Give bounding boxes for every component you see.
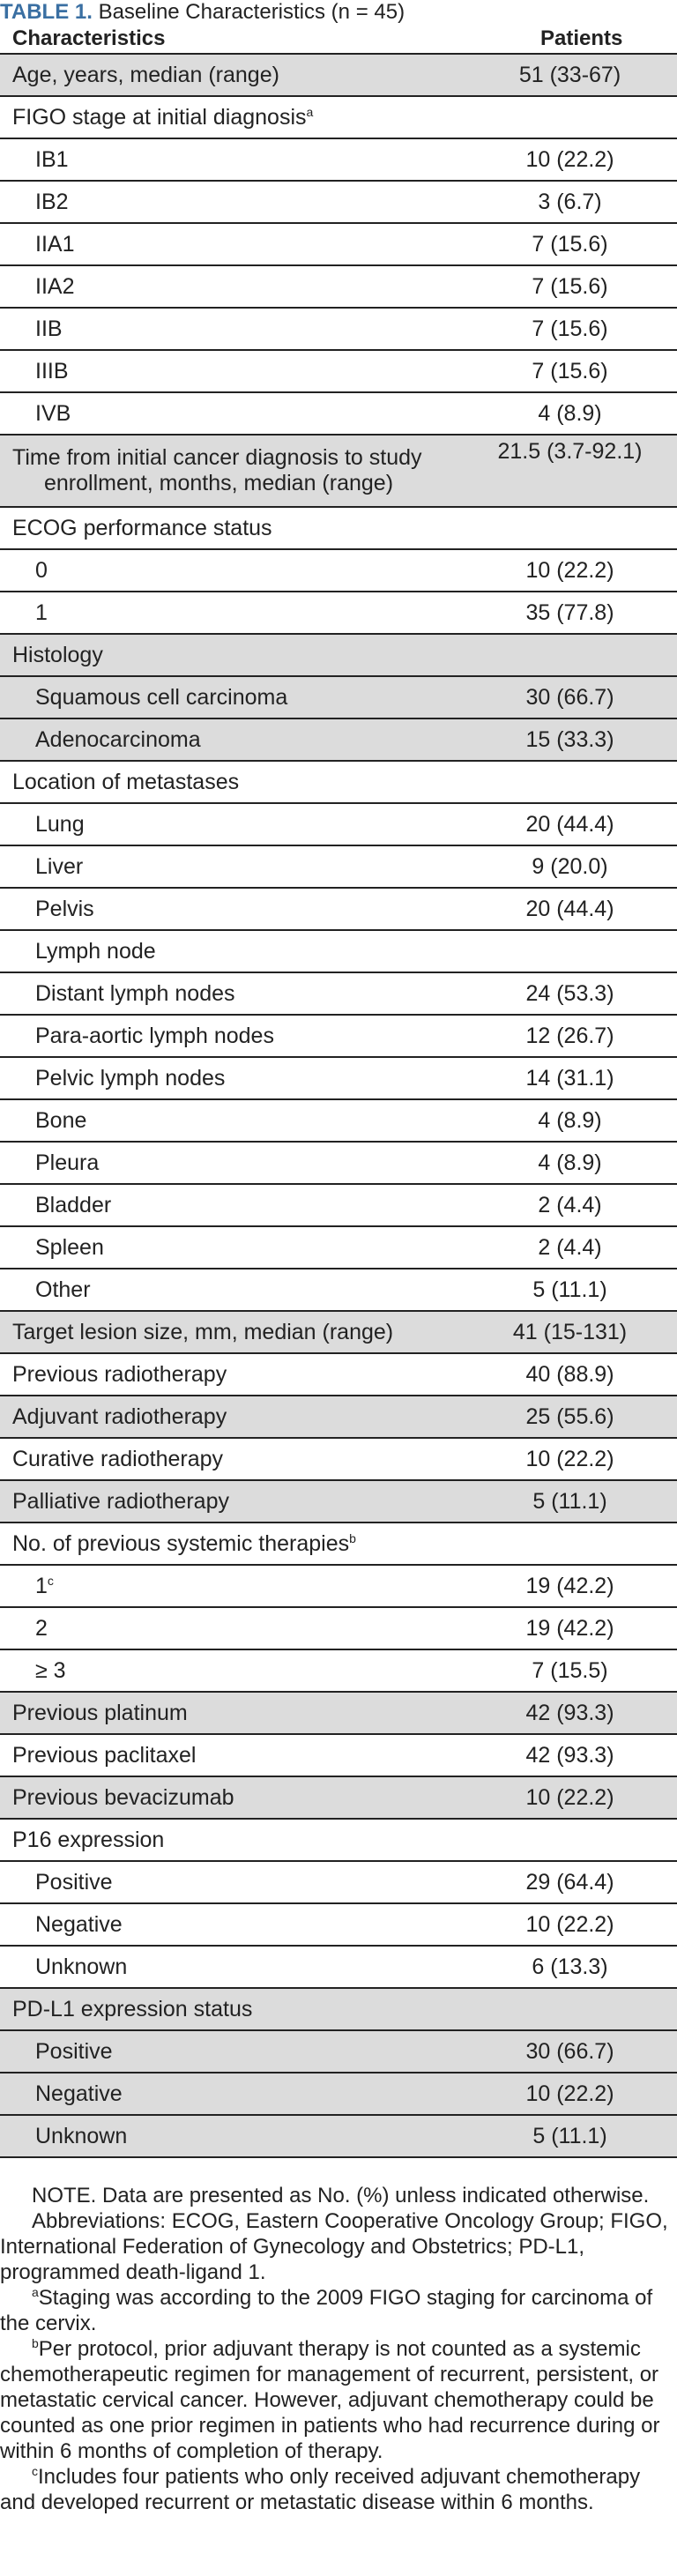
row-value: 6 (13.3) bbox=[475, 1946, 677, 1988]
row-label bbox=[0, 1607, 475, 1649]
row-value: 19 (42.2) bbox=[475, 1565, 677, 1607]
row-value: 14 (31.1) bbox=[475, 1057, 677, 1099]
row-label-text: Squamous cell carcinoma bbox=[35, 684, 288, 710]
table-row bbox=[0, 718, 677, 761]
row-value: 15 (33.3) bbox=[475, 718, 677, 761]
row-value: 7 (15.6) bbox=[475, 265, 677, 308]
table-row bbox=[0, 1819, 677, 1861]
row-label-text: IVB bbox=[35, 400, 71, 426]
footnote-b bbox=[0, 2336, 677, 2464]
table-row bbox=[0, 1396, 677, 1438]
table-row bbox=[0, 507, 677, 549]
row-value: 10 (22.2) bbox=[475, 138, 677, 181]
row-label-text: Histology bbox=[12, 642, 103, 667]
table-row bbox=[0, 1946, 677, 1988]
row-label-text: Unknown bbox=[35, 2123, 128, 2148]
row-value: 5 (11.1) bbox=[475, 2115, 677, 2157]
footnote-marker: b bbox=[349, 1530, 356, 1545]
row-value: 29 (64.4) bbox=[475, 1861, 677, 1903]
row-label bbox=[0, 1057, 475, 1099]
row-value: 35 (77.8) bbox=[475, 592, 677, 634]
row-label bbox=[0, 1015, 475, 1057]
table-label: TABLE 1. bbox=[0, 0, 93, 24]
table-row bbox=[0, 1649, 677, 1692]
row-label bbox=[0, 1226, 475, 1269]
row-label-text: Previous platinum bbox=[12, 1700, 188, 1725]
row-value: 12 (26.7) bbox=[475, 1015, 677, 1057]
table-row bbox=[0, 138, 677, 181]
table-row bbox=[0, 1692, 677, 1734]
header-characteristics: Characteristics bbox=[12, 26, 166, 50]
row-label-text: ≥ 3 bbox=[35, 1657, 66, 1683]
table-title bbox=[0, 0, 677, 25]
table-header bbox=[0, 25, 677, 55]
table-row bbox=[0, 181, 677, 223]
row-label bbox=[0, 1776, 475, 1819]
table-row bbox=[0, 1099, 677, 1142]
row-label-text: Curative radiotherapy bbox=[12, 1446, 224, 1471]
footnote-b-text: Per protocol, prior adjuvant therapy is not counted as a systemic chemotherapeutic regimen for management of recurrent, persistent, or metastatic cervical cancer. However, adjuvant chemotherapy could be counted as one prior regimen in patients who had recurrence during or within 6 months of completion of therapy. bbox=[0, 2337, 660, 2463]
row-label-text: P16 expression bbox=[12, 1827, 165, 1852]
row-label-text: Age, years, median (range) bbox=[12, 62, 279, 87]
row-value: 10 (22.2) bbox=[475, 1776, 677, 1819]
row-label-text: Positive bbox=[35, 2038, 113, 2064]
table-row bbox=[0, 350, 677, 392]
row-label bbox=[0, 1988, 475, 2030]
table-row bbox=[0, 1438, 677, 1480]
row-label-text: IIB bbox=[35, 316, 63, 341]
row-label bbox=[0, 1184, 475, 1226]
row-value bbox=[475, 1988, 677, 2030]
row-label bbox=[0, 435, 475, 507]
row-value: 10 (22.2) bbox=[475, 549, 677, 592]
row-label-text: Liver bbox=[35, 853, 84, 879]
row-value: 20 (44.4) bbox=[475, 888, 677, 930]
row-label-text: Bone bbox=[35, 1107, 87, 1133]
row-value: 4 (8.9) bbox=[475, 1099, 677, 1142]
row-label-text: IIA2 bbox=[35, 273, 75, 299]
row-label-text: Lung bbox=[35, 811, 85, 837]
table-row bbox=[0, 2030, 677, 2073]
row-label bbox=[0, 972, 475, 1015]
row-value: 25 (55.6) bbox=[475, 1396, 677, 1438]
row-label-text: IIIB bbox=[35, 358, 69, 383]
table-row bbox=[0, 888, 677, 930]
footnote-c-mark: c bbox=[32, 2464, 38, 2478]
table-row bbox=[0, 435, 677, 507]
footnote-a bbox=[0, 2285, 677, 2336]
row-value: 42 (93.3) bbox=[475, 1692, 677, 1734]
row-label bbox=[0, 1438, 475, 1480]
table-row bbox=[0, 1523, 677, 1565]
row-label-text: Other bbox=[35, 1277, 91, 1302]
row-label-text: Lymph node bbox=[35, 938, 156, 964]
row-value: 5 (11.1) bbox=[475, 1480, 677, 1523]
table-row bbox=[0, 1734, 677, 1776]
table-caption: Baseline Characteristics (n = 45) bbox=[98, 0, 405, 24]
abbreviations-text: Abbreviations: ECOG, Eastern Cooperative Oncology Group; FIGO, International Federation of Gynecology and Obstetrics; PD-L1, programmed death-ligand 1. bbox=[0, 2209, 668, 2284]
row-value: 7 (15.6) bbox=[475, 308, 677, 350]
table-row bbox=[0, 2073, 677, 2115]
row-label bbox=[0, 181, 475, 223]
row-label bbox=[0, 1734, 475, 1776]
table-row bbox=[0, 1861, 677, 1903]
row-value: 10 (22.2) bbox=[475, 1903, 677, 1946]
row-label bbox=[0, 549, 475, 592]
row-value bbox=[475, 761, 677, 803]
table-row bbox=[0, 1565, 677, 1607]
row-value: 19 (42.2) bbox=[475, 1607, 677, 1649]
row-label bbox=[0, 718, 475, 761]
row-value bbox=[475, 1819, 677, 1861]
row-value: 42 (93.3) bbox=[475, 1734, 677, 1776]
row-label bbox=[0, 845, 475, 888]
row-value bbox=[475, 1523, 677, 1565]
row-label-text: Positive bbox=[35, 1869, 113, 1895]
row-label-text: 2 bbox=[35, 1615, 48, 1641]
table-row bbox=[0, 1015, 677, 1057]
row-value: 30 (66.7) bbox=[475, 676, 677, 718]
row-value: 7 (15.6) bbox=[475, 223, 677, 265]
table-row bbox=[0, 845, 677, 888]
table-row bbox=[0, 392, 677, 435]
footnote-marker: c bbox=[47, 1573, 54, 1588]
row-value: 21.5 (3.7-92.1) bbox=[475, 435, 677, 507]
row-label-continued: enrollment, months, median (range) bbox=[44, 471, 394, 495]
row-label-text: 1 bbox=[35, 599, 48, 625]
row-label-text: No. of previous systemic therapies bbox=[12, 1530, 350, 1556]
table-row bbox=[0, 1776, 677, 1819]
table-row bbox=[0, 1988, 677, 2030]
row-label bbox=[0, 96, 475, 138]
row-label-text: Time from initial cancer diagnosis to study bbox=[12, 445, 422, 470]
row-label-text: Pleura bbox=[35, 1150, 100, 1175]
row-label bbox=[0, 350, 475, 392]
row-label-text: 1 bbox=[35, 1573, 48, 1598]
note-text: NOTE. Data are presented as No. (%) unless indicated otherwise. bbox=[32, 2184, 650, 2207]
row-value bbox=[475, 930, 677, 972]
row-value: 10 (22.2) bbox=[475, 2073, 677, 2115]
row-value: 30 (66.7) bbox=[475, 2030, 677, 2073]
row-label-text: Palliative radiotherapy bbox=[12, 1488, 229, 1514]
table-row bbox=[0, 1480, 677, 1523]
row-value: 20 (44.4) bbox=[475, 803, 677, 845]
row-label-text: ECOG performance status bbox=[12, 515, 272, 540]
row-value: 24 (53.3) bbox=[475, 972, 677, 1015]
row-label bbox=[0, 1269, 475, 1311]
row-label bbox=[0, 1353, 475, 1396]
baseline-table bbox=[0, 55, 677, 2158]
row-value: 40 (88.9) bbox=[475, 1353, 677, 1396]
row-label-text: Target lesion size, mm, median (range) bbox=[12, 1319, 394, 1344]
row-label bbox=[0, 1523, 475, 1565]
row-label-text: Negative bbox=[35, 1911, 123, 1937]
row-value: 2 (4.4) bbox=[475, 1184, 677, 1226]
row-label bbox=[0, 1861, 475, 1903]
row-label-text: IB1 bbox=[35, 146, 69, 172]
row-label bbox=[0, 1396, 475, 1438]
table-row bbox=[0, 1142, 677, 1184]
row-value: 41 (15-131) bbox=[475, 1311, 677, 1353]
table-row bbox=[0, 96, 677, 138]
table-row bbox=[0, 549, 677, 592]
row-label bbox=[0, 888, 475, 930]
row-label bbox=[0, 308, 475, 350]
row-label bbox=[0, 1946, 475, 1988]
row-label-text: Previous bevacizumab bbox=[12, 1784, 234, 1810]
row-value: 7 (15.5) bbox=[475, 1649, 677, 1692]
row-label bbox=[0, 1819, 475, 1861]
row-label-text: Previous radiotherapy bbox=[12, 1361, 227, 1387]
table-notes bbox=[0, 2158, 677, 2515]
row-value: 3 (6.7) bbox=[475, 181, 677, 223]
row-label-text: IIA1 bbox=[35, 231, 75, 257]
footnote-a-mark: a bbox=[32, 2285, 39, 2299]
row-label bbox=[0, 676, 475, 718]
row-label bbox=[0, 265, 475, 308]
row-label-text: 0 bbox=[35, 557, 48, 583]
row-value: 51 (33-67) bbox=[475, 55, 677, 96]
table-row bbox=[0, 634, 677, 676]
footnote-marker: a bbox=[306, 104, 314, 119]
table-row bbox=[0, 265, 677, 308]
table-row bbox=[0, 223, 677, 265]
table-row bbox=[0, 55, 677, 96]
row-label bbox=[0, 761, 475, 803]
row-value: 10 (22.2) bbox=[475, 1438, 677, 1480]
table-row bbox=[0, 972, 677, 1015]
row-label bbox=[0, 1692, 475, 1734]
table-row bbox=[0, 676, 677, 718]
table-row bbox=[0, 761, 677, 803]
table-row bbox=[0, 1226, 677, 1269]
table-row bbox=[0, 1607, 677, 1649]
row-label-text: Adjuvant radiotherapy bbox=[12, 1403, 227, 1429]
row-label bbox=[0, 634, 475, 676]
row-label bbox=[0, 803, 475, 845]
table-row bbox=[0, 1057, 677, 1099]
row-label-text: Para-aortic lymph nodes bbox=[35, 1023, 274, 1048]
row-label bbox=[0, 592, 475, 634]
table-row bbox=[0, 803, 677, 845]
row-label-text: Unknown bbox=[35, 1954, 128, 1979]
row-label bbox=[0, 2115, 475, 2157]
row-label-text: Adenocarcinoma bbox=[35, 726, 201, 752]
row-label bbox=[0, 223, 475, 265]
row-value: 9 (20.0) bbox=[475, 845, 677, 888]
row-value: 5 (11.1) bbox=[475, 1269, 677, 1311]
row-label-text: Location of metastases bbox=[12, 769, 240, 794]
row-label bbox=[0, 138, 475, 181]
table-row bbox=[0, 2115, 677, 2157]
row-label-text: FIGO stage at initial diagnosis bbox=[12, 104, 307, 130]
footnote-c bbox=[0, 2464, 677, 2515]
row-label-text: Negative bbox=[35, 2081, 123, 2106]
row-label bbox=[0, 507, 475, 549]
row-label-text: Spleen bbox=[35, 1234, 104, 1260]
table-row bbox=[0, 1184, 677, 1226]
row-label-text: IB2 bbox=[35, 189, 69, 214]
row-label bbox=[0, 930, 475, 972]
footnote-a-text: Staging was according to the 2009 FIGO staging for carcinoma of the cervix. bbox=[0, 2286, 653, 2335]
row-label-text: Pelvis bbox=[35, 896, 94, 921]
row-label-text: Distant lymph nodes bbox=[35, 980, 235, 1006]
row-label bbox=[0, 1480, 475, 1523]
row-value bbox=[475, 634, 677, 676]
row-label-text: PD-L1 expression status bbox=[12, 1996, 253, 2021]
table-row bbox=[0, 1353, 677, 1396]
row-label bbox=[0, 1099, 475, 1142]
row-value: 4 (8.9) bbox=[475, 1142, 677, 1184]
header-patients: Patients bbox=[540, 26, 623, 50]
table-row bbox=[0, 1269, 677, 1311]
row-label bbox=[0, 392, 475, 435]
row-label bbox=[0, 1142, 475, 1184]
row-label bbox=[0, 1903, 475, 1946]
table-row bbox=[0, 1311, 677, 1353]
row-label-text: Previous paclitaxel bbox=[12, 1742, 197, 1768]
row-label-text: Bladder bbox=[35, 1192, 112, 1217]
row-label bbox=[0, 2073, 475, 2115]
row-label bbox=[0, 2030, 475, 2073]
row-value bbox=[475, 96, 677, 138]
row-value: 4 (8.9) bbox=[475, 392, 677, 435]
row-label bbox=[0, 1311, 475, 1353]
footnote-c-text: Includes four patients who only received adjuvant chemotherapy and developed recurrent or metastatic disease within 6 months. bbox=[0, 2465, 641, 2514]
table-row bbox=[0, 308, 677, 350]
row-label bbox=[0, 55, 475, 96]
row-label bbox=[0, 1565, 475, 1607]
row-label bbox=[0, 1649, 475, 1692]
table-row bbox=[0, 1903, 677, 1946]
row-value: 7 (15.6) bbox=[475, 350, 677, 392]
row-value: 2 (4.4) bbox=[475, 1226, 677, 1269]
table-row bbox=[0, 930, 677, 972]
table-row bbox=[0, 592, 677, 634]
row-value bbox=[475, 507, 677, 549]
row-label-text: Pelvic lymph nodes bbox=[35, 1065, 226, 1091]
footnote-b-mark: b bbox=[32, 2336, 39, 2350]
